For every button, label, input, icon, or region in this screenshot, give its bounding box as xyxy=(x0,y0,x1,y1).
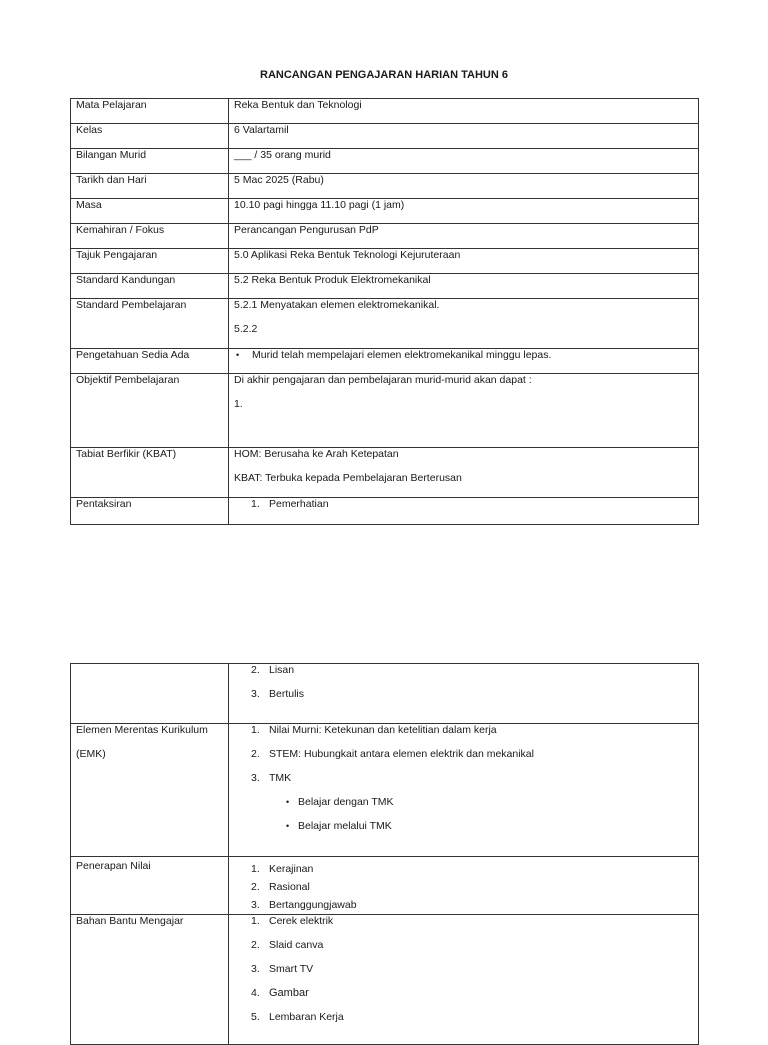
list-item: 2. Rasional xyxy=(251,881,310,893)
list-item: 1. Kerajinan xyxy=(251,863,314,875)
row-label: Tarikh dan Hari xyxy=(71,174,229,199)
row-value xyxy=(229,498,699,525)
list-item: 3. Bertulis xyxy=(251,688,305,700)
list-item: 1. Cerek elektrik xyxy=(251,915,334,927)
row-value: 5 Mac 2025 (Rabu) xyxy=(229,174,699,199)
table-row xyxy=(71,274,699,299)
row-label: Objektif Pembelajaran xyxy=(71,374,229,448)
row-value xyxy=(229,664,699,724)
list-item: 3. Bertanggungjawab xyxy=(251,899,357,911)
row-label: Standard Pembelajaran xyxy=(71,299,229,349)
list-item: 3. TMK xyxy=(251,772,292,784)
row-value xyxy=(229,349,699,374)
bullet: • xyxy=(236,350,240,360)
table-row xyxy=(71,174,699,199)
row-label xyxy=(71,664,229,724)
emk-label: Elemen Merentas Kurikulum xyxy=(76,724,208,736)
objective-line-1: Di akhir pengajaran dan pembelajaran murid-murid akan dapat : xyxy=(234,374,532,386)
table-row xyxy=(71,224,699,249)
row-label: Kemahiran / Fokus xyxy=(71,224,229,249)
lesson-plan-table-continued xyxy=(70,663,699,1045)
list-item: 1. Pemerhatian xyxy=(251,498,329,510)
row-label: Mata Pelajaran xyxy=(71,99,229,124)
standard-line-1: 5.2.1 Menyatakan elemen elektromekanikal. xyxy=(234,299,440,311)
row-label: Kelas xyxy=(71,124,229,149)
table-row xyxy=(71,349,699,374)
emk-abbrev: (EMK) xyxy=(76,748,106,760)
row-label: Tajuk Pengajaran xyxy=(71,249,229,274)
table-row xyxy=(71,299,699,349)
row-value: 6 Valartamil xyxy=(229,124,699,149)
row-value: Perancangan Pengurusan PdP xyxy=(229,224,699,249)
table-row xyxy=(71,915,699,1045)
kbat-line: KBAT: Terbuka kepada Pembelajaran Berterusan xyxy=(234,472,462,484)
list-item: 5. Lembaran Kerja xyxy=(251,1011,344,1023)
row-value: 5.2 Reka Bentuk Produk Elektromekanikal xyxy=(229,274,699,299)
row-value xyxy=(229,374,699,448)
bullet-text: Murid telah mempelajari elemen elektromekanikal minggu lepas. xyxy=(252,349,552,361)
row-label: Tabiat Berfikir (KBAT) xyxy=(71,448,229,498)
row-value xyxy=(229,448,699,498)
list-item: 2. Lisan xyxy=(251,664,295,676)
table-row xyxy=(71,857,699,915)
row-label: Masa xyxy=(71,199,229,224)
sub-list-item: • Belajar melalui TMK xyxy=(286,820,392,832)
hom-line: HOM: Berusaha ke Arah Ketepatan xyxy=(234,448,399,460)
row-label xyxy=(71,724,229,857)
table-row xyxy=(71,448,699,498)
row-value xyxy=(229,857,699,915)
table-row xyxy=(71,498,699,525)
lesson-plan-table xyxy=(70,98,699,525)
row-value xyxy=(229,299,699,349)
table-row xyxy=(71,374,699,448)
row-label: Pentaksiran xyxy=(71,498,229,525)
list-item: 2. Slaid canva xyxy=(251,939,324,951)
row-value: 5.0 Aplikasi Reka Bentuk Teknologi Kejuruteraan xyxy=(229,249,699,274)
objective-line-2: 1. xyxy=(234,398,243,410)
table-row xyxy=(71,199,699,224)
standard-line-2: 5.2.2 xyxy=(234,323,258,335)
row-label: Standard Kandungan xyxy=(71,274,229,299)
table-row xyxy=(71,99,699,124)
row-label: Penerapan Nilai xyxy=(71,857,229,915)
row-value: 10.10 pagi hingga 11.10 pagi (1 jam) xyxy=(229,199,699,224)
table-row xyxy=(71,149,699,174)
list-item: 4. Gambar xyxy=(251,987,309,999)
row-label: Bilangan Murid xyxy=(71,149,229,174)
list-item: 3. Smart TV xyxy=(251,963,314,975)
page-title: RANCANGAN PENGAJARAN HARIAN TAHUN 6 xyxy=(260,69,508,81)
table-row xyxy=(71,249,699,274)
list-item: 2. STEM: Hubungkait antara elemen elektrik dan mekanikal xyxy=(251,748,534,760)
list-item: 1. Nilai Murni: Ketekunan dan ketelitian dalam kerja xyxy=(251,724,497,736)
row-value: Reka Bentuk dan Teknologi xyxy=(229,99,699,124)
row-value xyxy=(229,915,699,1045)
row-label: Bahan Bantu Mengajar xyxy=(71,915,229,1045)
table-row xyxy=(71,664,699,724)
row-value xyxy=(229,724,699,857)
row-label: Pengetahuan Sedia Ada xyxy=(71,349,229,374)
table-row xyxy=(71,124,699,149)
table-row xyxy=(71,724,699,857)
row-value: ___ / 35 orang murid xyxy=(229,149,699,174)
sub-list-item: • Belajar dengan TMK xyxy=(286,796,394,808)
